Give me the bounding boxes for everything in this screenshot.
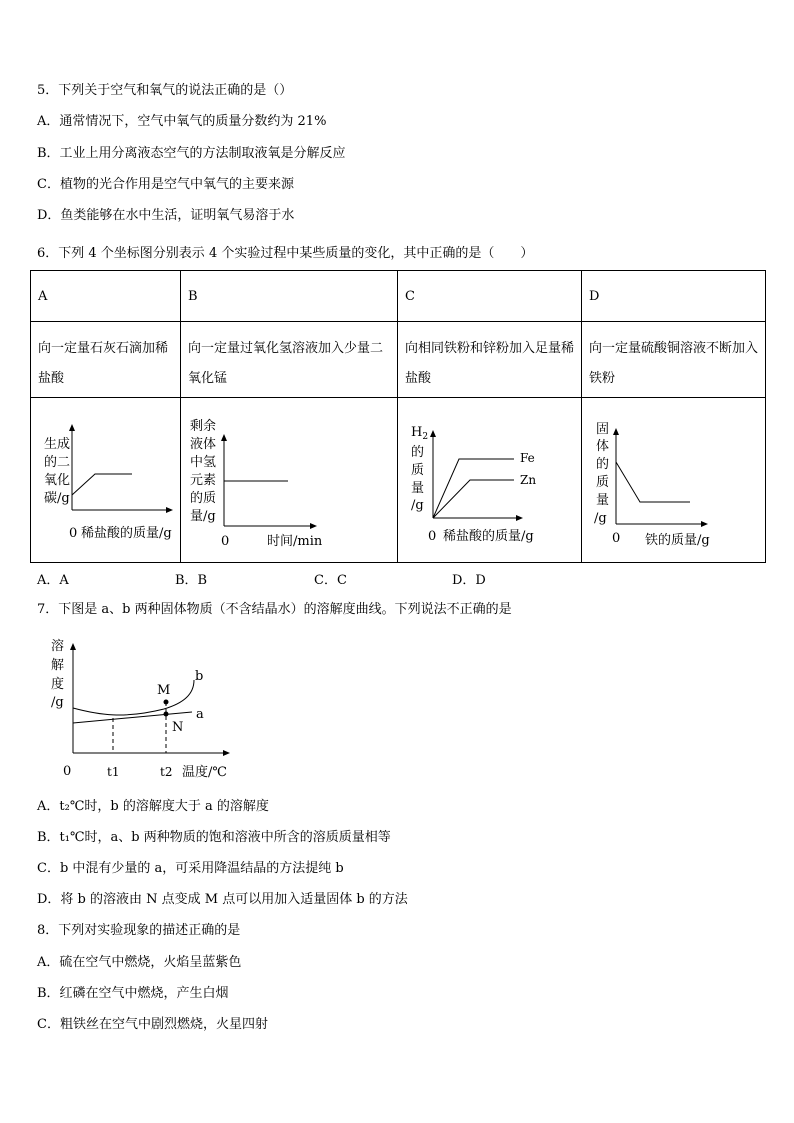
q6-graph-a [31, 398, 181, 562]
q7-option-b: B．t₁℃时，a、b 两种物质的饱和溶液中所含的溶质质量相等 [37, 830, 391, 845]
graph-d-ylabel-3: 的 [596, 457, 610, 472]
graph-a-ylabel-1: 生成 [44, 437, 71, 452]
graph-c-ylabel-h [411, 425, 428, 442]
q7-option-d: D．将 b 的溶液由 N 点变成 M 点可以用加入适量固体 b 的方法 [37, 892, 408, 907]
graph-b-y-arrow [221, 434, 227, 441]
graph-d-x-arrow [701, 521, 708, 527]
graph-d-xlabel: 铁的质量/g [645, 533, 710, 548]
q5-option-c: C．植物的光合作用是空气中氧气的主要来源 [37, 177, 294, 192]
graph-b-ylabel-2: 液体 [190, 437, 217, 452]
q7-option-a: A．t₂℃时，b 的溶解度大于 a 的溶解度 [37, 799, 269, 814]
graph-c-ylabel-4: /g [411, 498, 424, 513]
q6-answer-d: D．D [452, 573, 486, 588]
graph-a-y-arrow [69, 424, 75, 431]
q7-option-c: C．b 中混有少量的 a，可采用降温结晶的方法提纯 b [37, 861, 344, 876]
graph-d-ylabel-5: 量 [596, 493, 610, 508]
graph-c-ylabel-1: 的 [411, 445, 425, 460]
q6-header-d: D [582, 271, 766, 322]
graph-d-y-arrow [613, 428, 619, 435]
q7-ylabel-3: 度 [51, 677, 65, 692]
q7-label-n: N [172, 720, 184, 735]
q6-answers [37, 569, 597, 587]
graph-b-ylabel-1: 剩余 [190, 419, 217, 434]
graph-c-xlabel: 稀盐酸的质量/g [443, 529, 534, 544]
graph-b-ylabel-4: 元素 [190, 473, 217, 488]
graph-a-ylabel-2: 的二 [44, 455, 71, 470]
q8-option-b: B．红磷在空气中燃烧，产生白烟 [37, 986, 229, 1001]
graph-b-xlabel: 时间/min [267, 534, 323, 549]
q6-header-c: C [398, 271, 582, 322]
q6-stem: 6．下列 4 个坐标图分别表示 4 个实验过程中某些质量的变化，其中正确的是（ ） [37, 246, 534, 261]
graph-d-ylabel-2: 体 [596, 439, 610, 454]
q7-label-m: M [157, 683, 171, 698]
q8-option-c: C．粗铁丝在空气中剧烈燃烧，火星四射 [37, 1017, 268, 1032]
q5-stem: 5．下列关于空气和氧气的说法正确的是（） [37, 83, 293, 98]
graph-a-ylabel-4: 碳/g [44, 491, 70, 506]
q6-desc-c: 向相同铁粉和锌粉加入足量稀盐酸 [405, 341, 575, 386]
graph-c-origin: 0 [428, 529, 437, 544]
q8-stem: 8．下列对实验现象的描述正确的是 [37, 923, 241, 938]
q7-ylabel-1: 溶 [51, 639, 65, 654]
graph-d-origin: 0 [612, 531, 621, 546]
q5-option-b: B．工业上用分离液态空气的方法制取液氧是分解反应 [37, 146, 346, 161]
q7-curve-b [73, 680, 194, 715]
q7-ylabel-2: 解 [51, 658, 65, 673]
graph-a-curve [72, 474, 132, 495]
q6-answer-a: A．A [37, 573, 69, 588]
q6-desc-d: 向一定量硫酸铜溶液不断加入铁粉 [589, 341, 759, 386]
q7-t2-label: t2 [160, 765, 173, 779]
q6-graph-b [181, 398, 398, 562]
q6-answer-b: B．B [175, 573, 208, 588]
graph-c-ylabel-h-sub: 2 [422, 432, 429, 442]
q6-answer-c: C．C [314, 573, 347, 588]
graph-d-curve [616, 462, 690, 502]
q6-desc-d-cell [582, 322, 766, 398]
graph-a-xlabel: 稀盐酸的质量/g [81, 526, 172, 541]
q7-label-a: a [196, 707, 204, 722]
graph-c-x-arrow [516, 515, 523, 521]
q6-graph-b-cell [181, 398, 398, 563]
graph-b-origin: 0 [221, 534, 230, 549]
q7-solubility-graph [44, 632, 244, 784]
graph-c-curve-fe [433, 459, 514, 518]
graph-a-x-arrow [166, 507, 173, 513]
q6-desc-a-cell [31, 322, 181, 398]
q6-desc-c-cell [398, 322, 582, 398]
q7-point-m [164, 700, 169, 705]
q6-graph-d [582, 398, 766, 562]
graph-b-ylabel-5: 的质 [190, 491, 217, 506]
q7-stem: 7．下图是 a、b 两种固体物质（不含结晶水）的溶解度曲线。下列说法不正确的是 [37, 602, 512, 617]
q6-graph-c-cell [398, 398, 582, 563]
graph-a-origin: 0 [69, 526, 78, 541]
q7-label-b: b [195, 669, 204, 684]
graph-c-label-zn: Zn [520, 473, 537, 487]
q6-header-a: A [31, 271, 181, 322]
graph-c-label-fe: Fe [520, 451, 535, 465]
graph-d-ylabel-4: 质 [596, 475, 610, 490]
q7-origin: 0 [63, 764, 72, 779]
graph-c-ylabel-2: 质 [411, 463, 425, 478]
q7-x-arrow [223, 750, 230, 756]
graph-c-curve-zn [433, 480, 514, 518]
q6-desc-b: 向一定量过氧化氢溶液加入少量二氧化锰 [188, 341, 384, 386]
q6-table [30, 270, 766, 563]
graph-d-ylabel-6: /g [594, 511, 607, 526]
graph-c-y-arrow [430, 430, 436, 437]
graph-d-ylabel-1: 固 [596, 422, 610, 437]
q7-y-arrow [70, 643, 76, 650]
q6-desc-b-cell [181, 322, 398, 398]
q6-header-b: B [181, 271, 398, 322]
graph-b-ylabel-3: 中氢 [190, 455, 217, 470]
q6-desc-a: 向一定量石灰石滴加稀盐酸 [38, 341, 169, 386]
q7-t1-label: t1 [107, 765, 120, 779]
q6-graph-d-cell [582, 398, 766, 563]
graph-a-ylabel-3: 氧化 [44, 473, 71, 488]
q7-point-n [164, 712, 169, 717]
graph-c-ylabel-h-main: H [411, 425, 423, 440]
q6-graph-a-cell [31, 398, 181, 563]
q5-option-a: A．通常情况下，空气中氧气的质量分数约为 21% [37, 114, 327, 129]
graph-b-ylabel-6: 量/g [190, 509, 216, 524]
graph-b-x-arrow [310, 523, 317, 529]
q7-xlabel: 温度/℃ [182, 765, 227, 780]
q6-graph-c [398, 398, 582, 562]
q7-ylabel-4: /g [51, 695, 64, 710]
graph-c-ylabel-3: 量 [411, 481, 425, 496]
q8-option-a: A．硫在空气中燃烧，火焰呈蓝紫色 [37, 955, 242, 970]
q5-option-d: D．鱼类能够在水中生活，证明氧气易溶于水 [37, 208, 295, 223]
